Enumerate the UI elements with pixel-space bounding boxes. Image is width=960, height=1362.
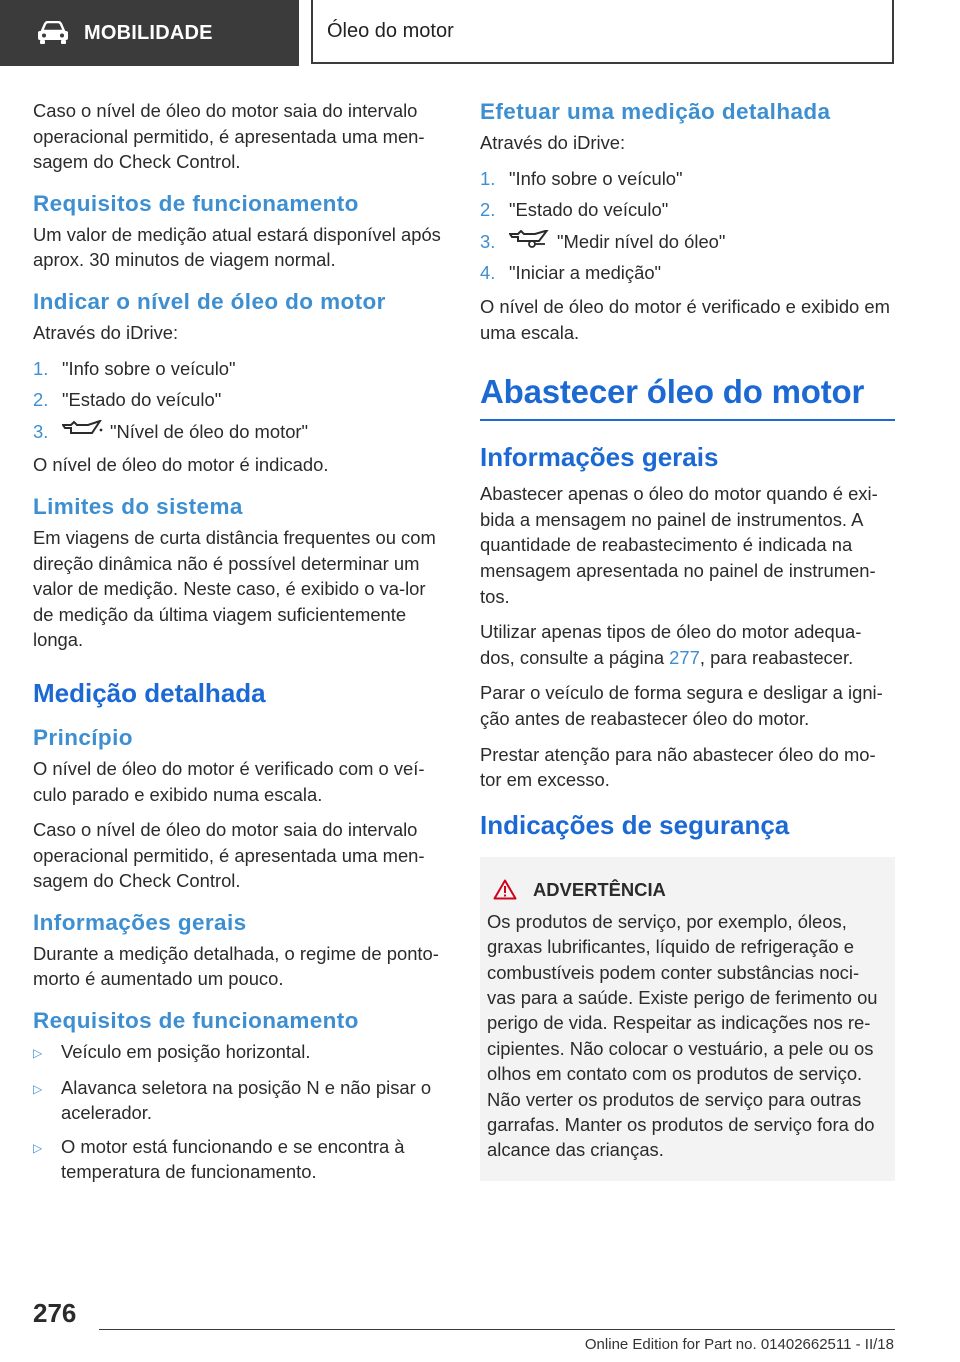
requirements-heading: Requisitos de funcionamento — [33, 190, 359, 216]
refill-paragraph-1: Abastecer apenas o óleo do motor quando é exi-bida a mensagem no painel de instrumentos. A quantidade de reabastecimento é indicada na mensagem apresentada no painel de instrumen-tos. — [480, 483, 878, 607]
list-item — [480, 260, 895, 286]
list-item — [33, 387, 448, 413]
list-item — [33, 356, 448, 382]
header-section-tab — [0, 0, 299, 66]
list-item-text: Veículo em posição horizontal. — [61, 1041, 311, 1063]
footer-edition: Online Edition for Part no. 01402662511 - II/18 — [584, 1336, 894, 1353]
step-text: "Nível de óleo do motor" — [110, 420, 309, 442]
step-number: 3. — [33, 420, 49, 442]
requirements-list — [33, 1039, 448, 1185]
car-icon — [36, 21, 70, 45]
step-text: "Info sobre o veículo" — [62, 357, 236, 379]
warning-triangle-icon — [493, 879, 517, 900]
general-info-text: Durante a medição detalhada, o regime de ponto-morto é aumentado um pouco. — [33, 942, 439, 990]
requirements-heading-2: Requisitos de funcionamento — [33, 1008, 359, 1034]
intro-paragraph: Caso o nível de óleo do motor saia do intervalo operacional permitido, é apresentada uma men-sagem do Check Control. — [33, 100, 425, 173]
indicate-level-heading: Indicar o nível de óleo do motor — [33, 288, 386, 314]
header-topic-label: Óleo do motor — [327, 19, 454, 42]
step-number: 2. — [480, 199, 496, 221]
triangle-bullet-icon: ▷ — [33, 1046, 43, 1061]
indicate-result: O nível de óleo do motor é indicado. — [33, 454, 329, 476]
list-item — [33, 1075, 448, 1126]
list-item — [33, 1134, 448, 1185]
step-number: 1. — [480, 167, 496, 189]
warning-header — [487, 879, 887, 901]
safety-heading: Indicações de segurança — [480, 809, 790, 840]
step-text: "Info sobre o veículo" — [509, 167, 683, 189]
list-item — [480, 197, 895, 223]
step-text: "Medir nível do óleo" — [557, 230, 726, 252]
list-item-text: Alavanca seletora na posição N e não pisar o acelerador. — [61, 1076, 432, 1124]
step-number: 1. — [33, 357, 49, 379]
idrive-label: Através do iDrive: — [480, 132, 626, 153]
page-reference-link[interactable]: 277 — [669, 646, 700, 668]
right-column — [480, 98, 895, 1181]
general-info-heading: Informações gerais — [33, 909, 247, 935]
limits-text: Em viagens de curta distância frequentes ou com direção dinâmica não é possível determinar um valor de medição. Neste caso, é exibido o va-lor de medição da última viagem suficientemente longa. — [33, 526, 436, 651]
principle-heading: Princípio — [33, 724, 133, 750]
triangle-bullet-icon: ▷ — [33, 1081, 43, 1096]
list-item-text: O motor está funcionando e se encontra à temperatura de funcionamento. — [61, 1135, 405, 1183]
oil-can-measure-icon — [509, 229, 557, 255]
list-item — [480, 166, 895, 192]
step-number: 4. — [480, 262, 496, 284]
measure-result: O nível de óleo do motor é verificado e exibido em uma escala. — [480, 295, 890, 343]
header-topic-tab — [311, 0, 894, 64]
limits-heading: Limites do sistema — [33, 493, 243, 519]
warning-label: ADVERTÊNCIA — [533, 878, 666, 900]
header-section-label: MOBILIDADE — [84, 21, 213, 44]
refill-oil-title: Abastecer óleo do motor — [480, 371, 895, 421]
step-text: "Iniciar a medição" — [509, 262, 662, 284]
warning-box — [480, 857, 895, 1181]
list-item — [33, 419, 448, 445]
step-number: 2. — [33, 389, 49, 411]
list-item — [33, 1039, 448, 1067]
refill-paragraph-3: Parar o veículo de forma segura e desligar a igni-ção antes de reabastecer óleo do motor. — [480, 682, 883, 729]
indicate-steps-list — [33, 356, 448, 445]
step-number: 3. — [480, 230, 496, 252]
refill-paragraph-2-end: , para reabastecer. — [699, 646, 854, 668]
measure-steps-list — [480, 166, 895, 286]
triangle-bullet-icon: ▷ — [33, 1140, 43, 1155]
refill-paragraph-4: Prestar atenção para não abastecer óleo do mo-tor em excesso. — [480, 743, 876, 791]
requirements-text: Um valor de medição atual estará disponível após aprox. 30 minutos de viagem normal. — [33, 223, 441, 271]
refill-paragraph-2 — [480, 619, 895, 670]
footer-divider — [99, 1329, 895, 1330]
refill-paragraph-2-text: Utilizar apenas tipos de óleo do motor adequa-dos, consulte a página — [480, 621, 862, 668]
oil-can-icon — [62, 419, 110, 445]
list-item — [480, 229, 895, 255]
left-column — [33, 98, 448, 1193]
warning-text: Os produtos de serviço, por exemplo, óleos, graxas lubrificantes, líquido de refrigeração e combustíveis podem conter substâncias noci-vas para a saúde. Existe perigo de ferimento ou perigo de vida. Respeitar as indicações nos re-cipientes. Não colocar o vestuário, a pele ou os olhos em contato com os produtos de serviço. Não verter os produtos de serviço para outras garrafas. Manter os produtos de serviço fora do alcance das crianças. — [487, 910, 878, 1161]
step-text: "Estado do veículo" — [509, 199, 669, 221]
refill-general-heading: Informações gerais — [480, 442, 719, 473]
detailed-measurement-heading: Medição detalhada — [33, 677, 266, 708]
detailed-measure-heading: Efetuar uma medição detalhada — [480, 99, 831, 124]
page-number: 276 — [33, 1298, 77, 1328]
idrive-label: Através do iDrive: — [33, 321, 179, 343]
principle-text: O nível de óleo do motor é verificado com o veí-culo parado e exibido numa escala. — [33, 757, 425, 805]
step-text: "Estado do veículo" — [62, 389, 222, 411]
principle-text-2: Caso o nível de óleo do motor saia do intervalo operacional permitido, é apresentada uma men-sagem do Check Control. — [33, 819, 425, 892]
